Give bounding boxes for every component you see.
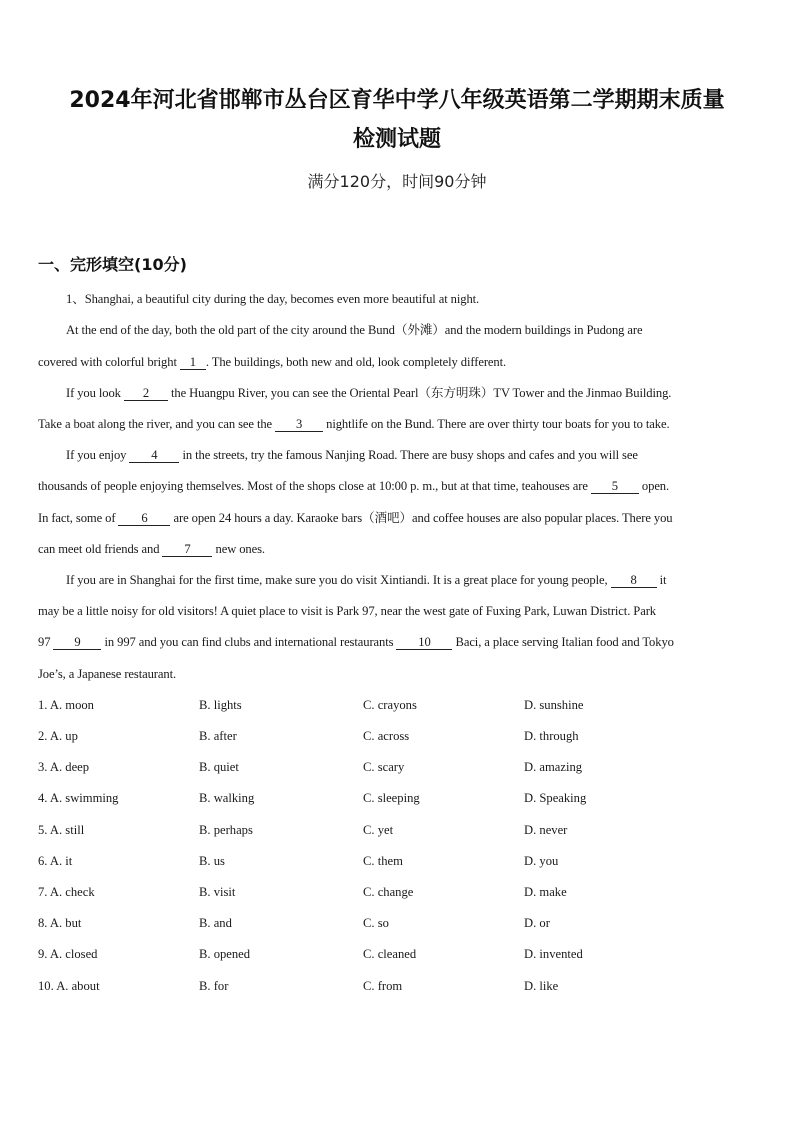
option-d: D. through <box>524 729 579 743</box>
passage-text: If you enjoy <box>66 448 130 462</box>
option-b: B. perhaps <box>199 823 253 837</box>
passage-text: Baci, a place serving Italian food and Tokyo <box>452 635 674 649</box>
passage-text: it <box>656 573 667 587</box>
blank-1: 1 <box>180 355 206 370</box>
option-b: B. opened <box>199 947 251 961</box>
option-b: B. us <box>199 854 225 868</box>
passage-line <box>38 633 750 651</box>
passage-text: the Huangpu River, you can see the Oriental Pearl（东方明珠）TV Tower and the Jinmao Building. <box>167 386 672 400</box>
passage-line <box>38 665 750 683</box>
passage-text: new ones. <box>212 542 265 556</box>
passage-text: thousands of people enjoying themselves. Most of the shops close at 10:00 p. m., but at that time, teahouses are <box>38 479 591 493</box>
section-heading: 一、完形填空(10分) <box>38 255 187 274</box>
passage-text: nightlife on the Bund. There are over thirty tour boats for you to take. <box>323 417 670 431</box>
passage-line <box>66 446 750 464</box>
passage-text: 1、Shanghai, a beautiful city during the day, becomes even more beautiful at night. <box>66 292 480 306</box>
blank-8: 8 <box>611 573 657 588</box>
option-a: 7. A. check <box>38 885 95 899</box>
exam-info: 满分120分，时间90分钟 <box>307 172 487 191</box>
passage-line <box>66 571 750 589</box>
option-b: B. and <box>199 916 232 930</box>
passage-text: If you look <box>66 386 124 400</box>
option-b: B. walking <box>199 791 255 805</box>
option-c: C. them <box>363 854 403 868</box>
option-d: D. never <box>524 823 568 837</box>
option-d: D. like <box>524 979 559 993</box>
passage-text: At the end of the day, both the old part of the city around the Bund（外滩）and the modern buildings in Pudong are <box>66 323 643 337</box>
option-a: 6. A. it <box>38 854 73 868</box>
option-d: D. or <box>524 916 550 930</box>
option-d: D. amazing <box>524 760 583 774</box>
passage-text: covered with colorful bright <box>38 355 180 369</box>
blank-10: 10 <box>396 635 452 650</box>
passage-text: 97 <box>38 635 54 649</box>
passage-line <box>66 321 750 339</box>
passage-line <box>38 353 750 371</box>
option-a: 9. A. closed <box>38 947 98 961</box>
option-a: 3. A. deep <box>38 760 90 774</box>
passage-line <box>38 509 750 527</box>
option-d: D. you <box>524 854 559 868</box>
passage-text: . The buildings, both new and old, look completely different. <box>205 355 507 369</box>
passage-line <box>38 602 750 620</box>
passage-text: in the streets, try the famous Nanjing Road. There are busy shops and cafes and you will see <box>179 448 638 462</box>
passage-text: open. <box>638 479 670 493</box>
option-c: C. change <box>363 885 414 899</box>
option-a: 8. A. but <box>38 916 82 930</box>
option-c: C. scary <box>363 760 405 774</box>
option-a: 1. A. moon <box>38 698 94 712</box>
passage-line <box>66 384 750 402</box>
passage-line <box>38 477 750 495</box>
blank-3: 3 <box>275 417 323 432</box>
blank-4: 4 <box>129 448 179 463</box>
blank-2: 2 <box>124 386 168 401</box>
document-title-line-1: 2024年河北省邯郸市丛台区育华中学八年级英语第二学期期末质量 <box>69 88 725 113</box>
passage-line <box>38 415 750 433</box>
passage-line <box>38 540 750 558</box>
option-c: C. across <box>363 729 410 743</box>
passage-text: may be a little noisy for old visitors! A quiet place to visit is Park 97, near the west gate of Fuxing Park, Luwan District. Park <box>38 604 656 618</box>
option-b: B. for <box>199 979 229 993</box>
option-b: B. visit <box>199 885 236 899</box>
option-d: D. make <box>524 885 567 899</box>
option-b: B. quiet <box>199 760 239 774</box>
blank-6: 6 <box>118 511 170 526</box>
option-c: C. crayons <box>363 698 417 712</box>
passage-text: in 997 and you can find clubs and international restaurants <box>101 635 397 649</box>
passage-text: can meet old friends and <box>38 542 163 556</box>
passage-text: If you are in Shanghai for the first time, make sure you do visit Xintiandi. It is a great place for young people, <box>66 573 611 587</box>
option-c: C. from <box>363 979 403 993</box>
passage-text: In fact, some of <box>38 511 119 525</box>
option-a: 10. A. about <box>38 979 100 993</box>
passage-line <box>66 290 750 308</box>
option-b: B. lights <box>199 698 242 712</box>
option-d: D. sunshine <box>524 698 584 712</box>
passage-text: Take a boat along the river, and you can see the <box>38 417 276 431</box>
passage-text: Joe’s, a Japanese restaurant. <box>38 667 177 681</box>
option-c: C. so <box>363 916 389 930</box>
option-b: B. after <box>199 729 237 743</box>
blank-5: 5 <box>591 479 639 494</box>
option-c: C. yet <box>363 823 394 837</box>
option-d: D. Speaking <box>524 791 587 805</box>
option-d: D. invented <box>524 947 583 961</box>
passage-text: are open 24 hours a day. Karaoke bars（酒吧）and coffee houses are also popular places. There you <box>170 511 673 525</box>
option-a: 2. A. up <box>38 729 78 743</box>
document-title-line-2: 检测试题 <box>352 127 441 152</box>
option-c: C. sleeping <box>363 791 420 805</box>
option-a: 5. A. still <box>38 823 85 837</box>
blank-9: 9 <box>53 635 101 650</box>
option-c: C. cleaned <box>363 947 417 961</box>
option-a: 4. A. swimming <box>38 791 119 805</box>
blank-7: 7 <box>162 542 212 557</box>
